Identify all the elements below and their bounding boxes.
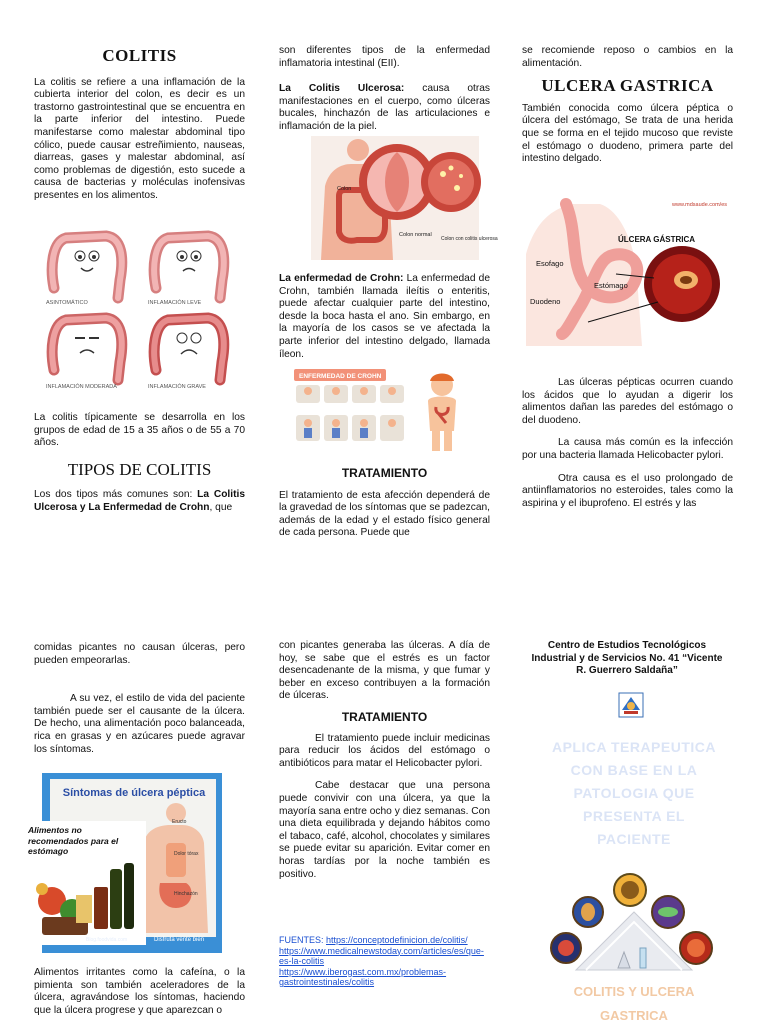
symptoms-footer-left: Blog.foodvida.com	[86, 937, 128, 943]
school-logo	[618, 692, 644, 718]
colon-stage-2	[154, 236, 224, 298]
cover-subject: APLICA TERAPEUTICA CON BASE EN LA PATOLOGIA QUE PRESENTA EL PACIENTE	[551, 739, 717, 847]
ulcerative-colitis-para	[279, 83, 490, 133]
spicy-cont: con picantes generaba las úlceras. A día de hoy, se sabe que el estrés es un factor desencadenante de la misma, y que fumar y beber en exceso contribuyen a la formación de úlceras.	[279, 640, 490, 702]
lifestyle-cont: comidas picantes no causan úlceras, pero pueden empeorarlas.	[34, 642, 245, 666]
colon-stage-1	[52, 236, 122, 298]
ulcer-definition: También conocida como úlcera péptica o úlcera del estómago, Se trata de una herida que se forma en el tejido mucoso que reviste el estómago o duodeno, primera parte del intestino delgado.	[522, 102, 733, 165]
colon-stages-illustration	[38, 222, 238, 394]
uc-text: causa otras manifestaciones en el cuerpo, como úlceras bucales, hinchazón de las articulaciones e inflamación de la piel.	[279, 83, 490, 132]
treatment-title-1: TRATAMIENTO	[341, 466, 428, 480]
cover-topic-wrap	[548, 980, 720, 1028]
types-cont: son diferentes tipos de la enfermedad inflamatoria intestinal (EII).	[279, 45, 490, 69]
colon-stage-3	[52, 318, 122, 380]
not-recommended-title: Alimentos no recomendados para el estómago	[28, 825, 119, 856]
crohn-text: La enfermedad de Crohn, también llamada ileítis o enteritis, puede afectar cualquier parte del intestino, desde la boca hasta el ano. Sin embargo, en la mayoría de los casos se ve afectada la parte inferior del intestino delgado, llamada íleon.	[279, 273, 490, 360]
colon-comparison-figure	[311, 136, 498, 260]
sources-label: FUENTES:	[279, 935, 327, 945]
symptoms-footer-right: Disfruta vente bien	[154, 937, 205, 943]
sources-block	[279, 935, 490, 988]
types-intro-b: La Colitis Ulcerosa y La Enfermedad de Crohn	[34, 489, 245, 513]
cover-subject-wrap	[548, 736, 720, 851]
uc-label: La Colitis Ulcerosa:	[279, 83, 405, 95]
crohn-illustration	[294, 367, 474, 453]
source-link-2[interactable]: https://www.medicalnewstoday.com/articles/es/que-es-la-colitis	[279, 945, 484, 966]
column-crohn	[279, 273, 490, 371]
cover-topic: COLITIS Y ULCERA GASTRICA	[573, 984, 695, 1023]
stage-label-1: ASINTOMÁTICO	[46, 300, 88, 306]
ulcer-p2: La causa más común es la infección por una bacteria llamada Helicobacter pylori.	[522, 437, 733, 461]
gastric-fig-duodeno: Duodeno	[530, 297, 561, 306]
column-treatment-2	[279, 640, 490, 891]
fig-label-colon: Colon	[337, 186, 352, 192]
stage-label-3: INFLAMACIÓN MODERADA	[46, 384, 117, 390]
treatment-title-2: TRATAMIENTO	[341, 709, 428, 724]
symptom-label-3: Hinchazón	[174, 891, 198, 897]
cover-panel	[520, 640, 734, 678]
ulcer-p3: Otra causa es el uso prolongado de antiinflamatorios no esteroides, tales como la aspirina y el ibuprofeno. El estrés y las	[522, 472, 733, 509]
ulcer-title: ULCERA GASTRICA	[541, 76, 714, 96]
colon-stage-4	[154, 318, 224, 380]
irritants-text: Alimentos irritantes como la cafeína, o la pimienta son también aceleradores de la úlcera, agravándose los síntomas, haciendo que la úlcera progrese y que aparezcan o	[34, 967, 245, 1016]
column-irritants	[34, 967, 245, 1027]
types-title: TIPOS DE COLITIS	[67, 459, 212, 479]
treatment-text-1: El tratamiento de esta afección dependerá de la gravedad de los síntomas que se padezcan, además de la edad y el estado físico general de cada persona. Puede que	[279, 489, 490, 539]
gastric-ulcer-figure	[526, 194, 736, 346]
lifestyle-text: A su vez, el estilo de vida del paciente también puede ser el causante de la úlcera. De hecho, una alimentación poco balanceada, rica en grasas y en azúcares puede agravar los síntomas.	[34, 693, 245, 755]
column-treatment	[279, 467, 490, 550]
types-intro-a: Los dos tipos más comunes son:	[34, 489, 198, 501]
fig-label-ulcer	[441, 236, 498, 242]
treatment-text-2a: El tratamiento puede incluir medicinas para reducir los ácidos del estómago o antibióticos para matar el Helicobacter pylori.	[279, 732, 490, 769]
peptic-ulcer-symptoms-figure	[26, 773, 222, 953]
column-types	[279, 45, 490, 144]
source-link-3[interactable]: https://www.iberogast.com.mx/problemas-gastrointestinales/colitis	[279, 966, 447, 987]
types-intro-c: , que	[209, 501, 233, 513]
fig-label-normal: Colon normal	[399, 232, 432, 238]
gastric-fig-esofago: Esofago	[536, 259, 564, 268]
ulcer-cont: se recomiende reposo o cambios en la alimentación.	[522, 45, 733, 69]
column-colitis	[34, 46, 245, 213]
gastric-fig-title: ÚLCERA GÁSTRICA	[618, 235, 696, 244]
column-colitis-lower	[34, 412, 245, 525]
column-ulcer-causes	[522, 377, 733, 520]
symptom-label-2: Dolor tórax	[174, 851, 199, 857]
stage-label-2: INFLAMACIÓN LEVE	[148, 300, 202, 306]
colitis-ages: La colitis típicamente se desarrolla en los grupos de edad de 15 a 35 años o de 55 a 70 años.	[34, 412, 245, 449]
ulcer-p1: Las úlceras pépticas ocurren cuando los ácidos que lo ayudan a digerir los alimentos dañan las paredes del estómago o del duodeno.	[522, 377, 733, 426]
column-ulcer	[522, 45, 733, 176]
cover-science-illustration	[546, 872, 722, 972]
colitis-title: COLITIS	[102, 46, 177, 65]
colitis-intro: La colitis se refiere a una inflamación de la cubierta interior del colon, es decir es un trastorno gastrointestinal que se encuentra en la parte inferior del intestino. Puede manifestarse como malestar abdominal tipo cólico, puede causar estreñimiento, nauseas, diarreas, gases y malestar abdominal, así como problemas de digestión, esto sucede a causa de bacterias y moléculas inofensivas presentes en los alimentos.	[34, 76, 245, 201]
types-intro	[34, 489, 245, 514]
symptom-label-1: Eructo	[172, 819, 187, 825]
source-link-1[interactable]: https://conceptodefinicion.de/colitis/	[326, 935, 468, 945]
crohn-label: La enfermedad de Crohn:	[279, 273, 404, 284]
treatment-text-2b: Cabe destacar que una persona puede convivir con una úlcera, ya que la mayoría sana entre ocho y diez semanas. Con una dieta equilibrada y dejando hábitos como el tabaco, café, alcohol, chocolates y similares se puede evitar su aparición. Evitar comer en horas tardías por la noche también es positivo.	[279, 780, 490, 880]
gastric-fig-estomago: Estómago	[594, 281, 628, 290]
stage-label-4: INFLAMACIÓN GRAVE	[148, 384, 206, 390]
crohn-para	[279, 273, 490, 361]
crohn-banner: ENFERMEDAD DE CROHN	[299, 373, 382, 380]
gastric-fig-url: www.mdsaude.com/es	[672, 202, 728, 208]
fig-label-ulcer-text: Colon con colitis ulcerosa	[441, 236, 498, 242]
school-name: Centro de Estudios Tecnológicos Industrial y de Servicios No. 41 “Vicente R. Guerrero Saldaña”	[531, 640, 723, 677]
symptoms-title: Síntomas de úlcera péptica	[62, 787, 206, 799]
food-items	[32, 861, 144, 943]
column-lifestyle	[34, 642, 245, 766]
